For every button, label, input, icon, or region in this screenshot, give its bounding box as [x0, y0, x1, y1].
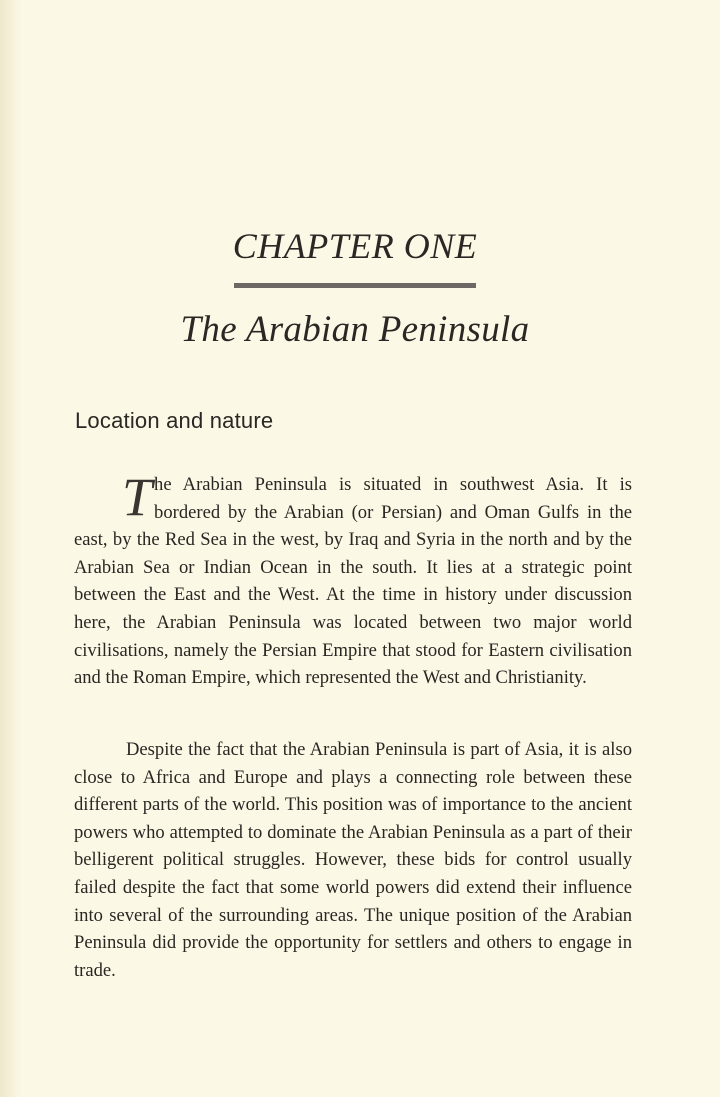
- chapter-label: CHAPTER ONE: [232, 226, 478, 266]
- page-gutter-shadow: [0, 0, 22, 1097]
- section-heading: Location and nature: [75, 408, 274, 433]
- drop-cap: T: [122, 467, 153, 527]
- paragraph-1-text: he Arabian Peninsula is situated in southwest Asia. It is bordered by the Arabian (or Persian) and Oman Gulfs in the east, by the Red Sea in the west, by Iraq and Syria in the north and by the Arabian Sea or Indian Ocean in the south. It lies at a strategic point between the East and the West. At the time in history under discussion here, the Arabian Peninsula was located between two major world civilisations, namely the Persian Empire that stood for Eastern civilisation and the Roman Empire, which represented the West and Christianity.: [74, 474, 632, 689]
- body-paragraph-2: Despite the fact that the Arabian Peninsula is part of Asia, it is also close to Africa and Europe and plays a connecting role between these different parts of the world. This position was of importance to the ancient powers who attempted to dominate the Arabian Peninsula as a part of their belligerent political struggles. However, these bids for control usually failed despite the fact that some world powers did extend their influence into several of the surrounding areas. The unique position of the Arabian Peninsula did provide the opportunity for settlers and others to engage in trade.: [74, 739, 632, 981]
- chapter-title: The Arabian Peninsula: [180, 309, 530, 350]
- body-paragraph-1: [74, 467, 632, 692]
- chapter-divider: [234, 283, 476, 288]
